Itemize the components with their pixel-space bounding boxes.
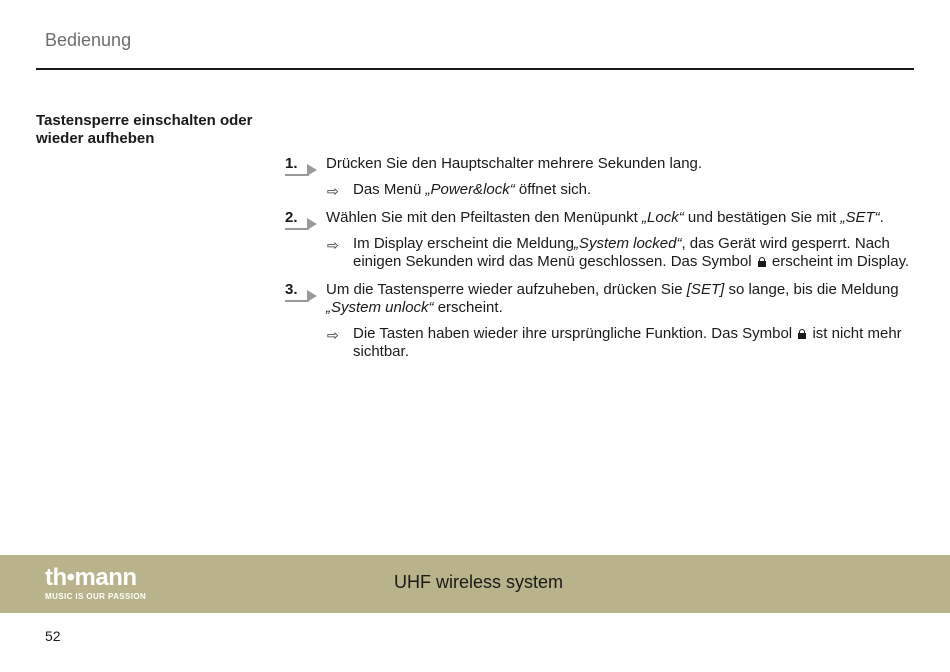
result-arrow-icon: ⇨ (327, 327, 339, 343)
header-title: Bedienung (45, 30, 132, 50)
lock-icon (758, 257, 766, 267)
step-1 (285, 155, 915, 173)
result-arrow-icon: ⇨ (327, 183, 339, 199)
step-text: Drücken Sie den Hauptschalter mehrere Sekunden lang. (326, 155, 703, 172)
step-3 (285, 281, 915, 317)
page-number: 52 (45, 628, 61, 644)
header-divider (36, 68, 914, 70)
step-2 (285, 209, 915, 227)
result-text: Im Display erscheint die Meldung„System locked“, das Gerät wird gesperrt. Nach einigen Sekunden wird das Menü geschlossen. Das Symbol erscheint im Display. (353, 235, 910, 270)
step-text: Um die Tastensperre wieder aufzuheben, drücken Sie [SET] so lange, bis die Meldung „System unlock“ erscheint. (326, 281, 899, 316)
step-arrow-icon (307, 290, 317, 302)
result-text: Das Menü „Power&lock“ öffnet sich. (353, 181, 592, 198)
brand-tagline: MUSIC IS OUR PASSION (45, 592, 147, 601)
section-heading: Tastensperre einschalten oder wieder aufheben (36, 112, 253, 147)
step-text: Wählen Sie mit den Pfeiltasten den Menüpunkt „Lock“ und bestätigen Sie mit „SET“. (326, 209, 884, 226)
step-1-result (285, 181, 915, 199)
brand-logo (45, 565, 146, 601)
result-arrow-icon: ⇨ (327, 237, 339, 253)
instruction-steps (285, 155, 915, 371)
step-arrow-icon (307, 164, 317, 176)
product-title: UHF wireless system (394, 572, 564, 592)
footer-band (0, 555, 950, 613)
step-2-result (285, 235, 915, 271)
step-number: 1. (285, 155, 321, 177)
step-3-result (285, 325, 915, 361)
step-arrow-icon (307, 218, 317, 230)
step-number: 3. (285, 281, 321, 303)
brand-name: th•mann (45, 564, 137, 591)
result-text: Die Tasten haben wieder ihre ursprüngliche Funktion. Das Symbol ist nicht mehr sichtbar. (353, 325, 902, 360)
lock-icon (798, 329, 806, 339)
step-number: 2. (285, 209, 321, 231)
